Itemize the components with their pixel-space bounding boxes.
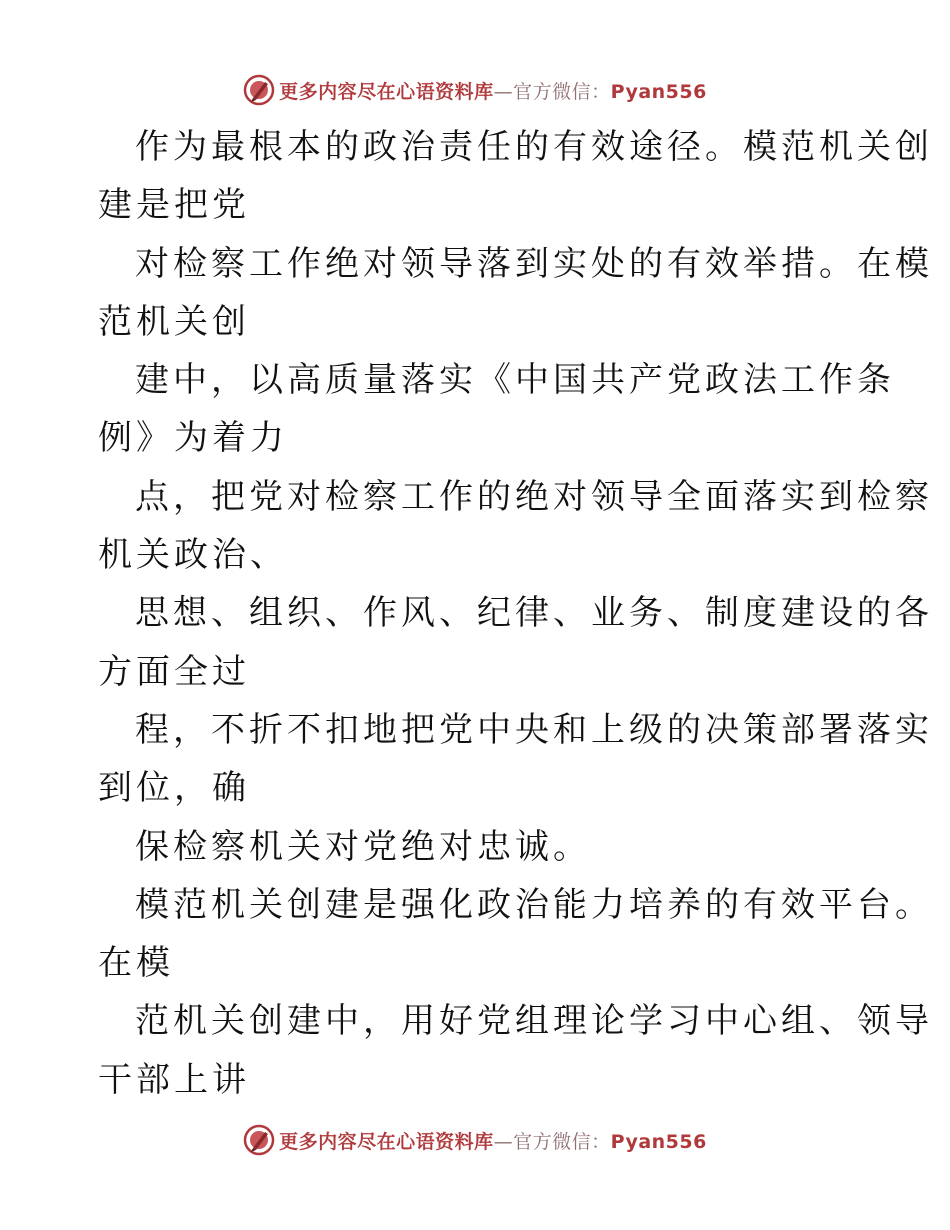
footer-brand: 更多内容尽在心语资料库	[279, 1130, 494, 1153]
body-text-line: 对检察工作绝对领导落到实处的有效举措。在模	[135, 243, 933, 284]
header-banner-text	[279, 77, 707, 104]
footer-dash: —	[493, 1130, 514, 1153]
body-text-line: 到位，确	[98, 768, 250, 809]
body-text-line: 机关政治、	[98, 535, 288, 576]
header-brand: 更多内容尽在心语资料库	[279, 80, 494, 103]
body-text-line: 范机关创	[98, 301, 250, 342]
body-text-line: 作为最根本的政治责任的有效途径。模范机关创	[135, 127, 933, 167]
footer-banner-text	[279, 1127, 707, 1154]
header-banner	[0, 70, 950, 110]
body-text-line: 保检察机关对党绝对忠诚。	[135, 826, 591, 867]
body-text-line: 干部上讲	[98, 1059, 250, 1100]
body-text-line: 模范机关创建是强化政治能力培养的有效平台。	[135, 884, 933, 925]
document-body	[98, 118, 933, 1109]
body-text-line: 在模	[98, 943, 174, 984]
body-text-line: 方面全过	[98, 651, 250, 692]
header-wechat-id: Pyan556	[610, 80, 707, 103]
header-wechat-label: 官方微信：	[513, 80, 611, 103]
footer-banner	[0, 1120, 950, 1160]
pen-logo-icon	[243, 1124, 275, 1156]
body-text-line: 建中，以高质量落实《中国共产党政法工作条	[135, 360, 895, 401]
footer-wechat-id: Pyan556	[610, 1130, 707, 1153]
body-text-line: 点，把党对检察工作的绝对领导全面落实到检察	[135, 476, 933, 517]
body-text-line: 例》为着力	[98, 418, 288, 459]
pen-logo-icon	[243, 74, 275, 106]
body-text-line: 范机关创建中，用好党组理论学习中心组、领导	[135, 1001, 933, 1042]
body-text-line: 思想、组织、作风、纪律、业务、制度建设的各	[135, 593, 933, 634]
body-text-line: 建是把党	[98, 185, 250, 226]
footer-wechat-label: 官方微信：	[513, 1130, 611, 1153]
body-text-line: 程，不折不扣地把党中央和上级的决策部署落实	[135, 709, 933, 750]
header-dash: —	[493, 80, 514, 103]
